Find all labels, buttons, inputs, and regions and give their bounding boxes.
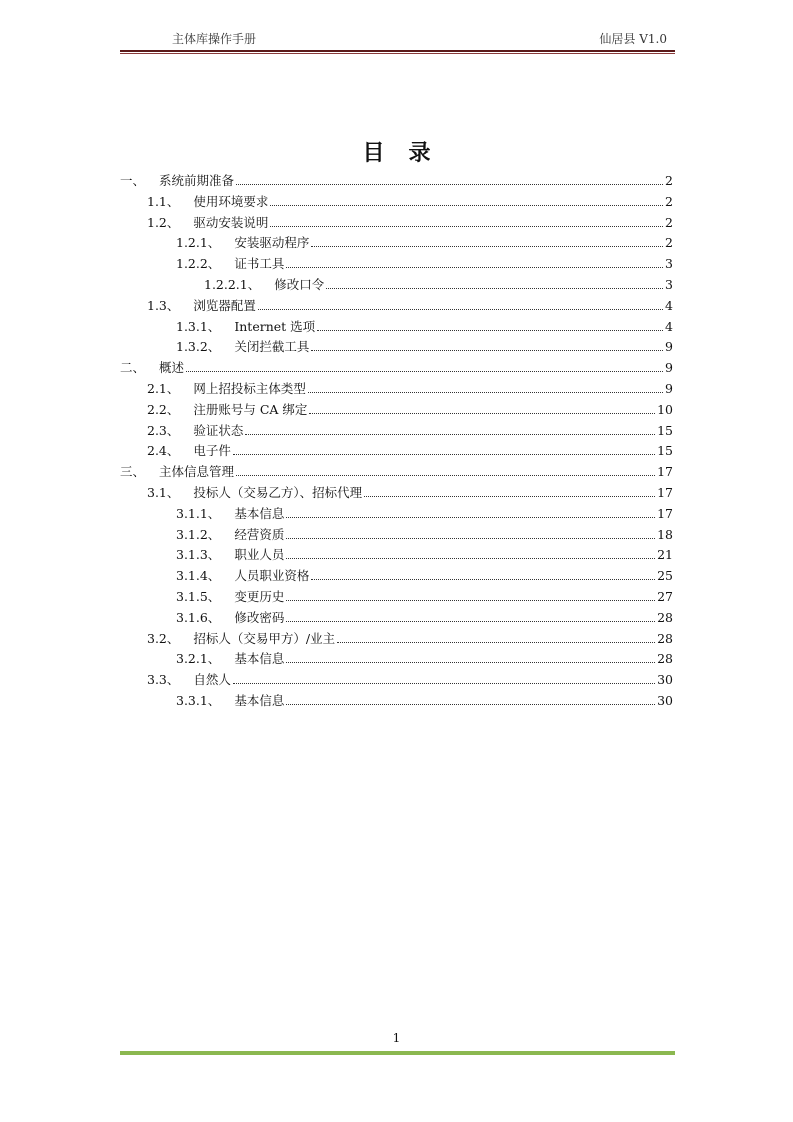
toc-title: 目录 xyxy=(362,140,455,166)
toc-dot-leader xyxy=(236,183,663,185)
toc-dot-leader xyxy=(311,349,663,351)
toc-entry-title: 系统前期准备 xyxy=(159,173,235,188)
toc-entry-page: 17 xyxy=(657,464,673,480)
toc-entry[interactable] xyxy=(120,691,673,712)
toc-dot-leader xyxy=(186,370,663,372)
toc-entry-number: 3.1.4、 xyxy=(176,568,221,584)
header-divider-thin xyxy=(120,53,675,54)
toc-entry-number: 2.3、 xyxy=(147,422,180,438)
toc-dot-leader xyxy=(286,537,655,539)
toc-entry-title: 修改密码 xyxy=(234,609,285,625)
toc-entry-number: 2.2、 xyxy=(147,401,180,417)
toc-entry[interactable] xyxy=(120,213,673,234)
toc-entry[interactable] xyxy=(120,566,673,587)
toc-dot-leader xyxy=(245,433,655,435)
toc-entry-title: 使用环境要求 xyxy=(193,193,269,209)
toc-entry[interactable] xyxy=(120,441,673,462)
toc-entry-page: 4 xyxy=(665,297,673,313)
toc-entry[interactable] xyxy=(120,670,673,691)
toc-entry-title: 概述 xyxy=(159,360,185,376)
toc-entry[interactable] xyxy=(120,462,673,483)
toc-entry-number: 2.4、 xyxy=(147,443,180,459)
toc-entry-number: 3.2、 xyxy=(147,630,180,646)
toc-entry-number: 3.1.5、 xyxy=(176,588,221,604)
toc-entry-page: 17 xyxy=(657,505,673,521)
toc-entry[interactable] xyxy=(120,317,673,338)
toc-entry-title: 基本信息 xyxy=(234,505,285,521)
toc-entry[interactable] xyxy=(120,296,673,317)
toc-dot-leader xyxy=(364,495,655,497)
toc-entry-page: 3 xyxy=(665,256,673,272)
toc-dot-leader xyxy=(286,557,655,559)
toc-entry[interactable] xyxy=(120,192,673,213)
toc-entry-title: 注册账号与 CA 绑定 xyxy=(193,401,308,417)
toc-entry-page: 17 xyxy=(657,484,673,500)
toc-entry[interactable] xyxy=(120,608,673,629)
toc-dot-leader xyxy=(311,578,655,580)
footer-divider xyxy=(120,1051,675,1055)
toc-entry-title: 自然人 xyxy=(193,672,231,688)
toc-dot-leader xyxy=(317,329,663,331)
toc-dot-leader xyxy=(286,703,655,705)
toc-dot-leader xyxy=(286,266,663,268)
toc-entry-number: 1.3.2、 xyxy=(176,339,221,355)
toc-entry-number: 1.3.1、 xyxy=(176,318,221,334)
toc-entry-page: 9 xyxy=(665,339,673,355)
toc-dot-leader xyxy=(309,412,655,414)
toc-entry-page: 27 xyxy=(657,588,673,604)
toc-entry-page: 28 xyxy=(657,630,673,646)
toc-dot-leader xyxy=(286,516,655,518)
toc-entry[interactable] xyxy=(120,171,673,192)
toc-entry[interactable] xyxy=(120,421,673,442)
toc-entry-page: 15 xyxy=(657,443,673,459)
toc-dot-leader xyxy=(308,391,663,393)
toc-entry-page: 2 xyxy=(665,173,673,188)
toc-entry-number: 1.1、 xyxy=(147,193,180,209)
toc-entry-number: 3.1.3、 xyxy=(176,547,221,563)
toc-entry[interactable] xyxy=(120,629,673,650)
toc-dot-leader xyxy=(270,204,663,206)
toc-entry-title: 驱动安装说明 xyxy=(193,214,269,230)
toc-dot-leader xyxy=(270,225,663,227)
toc-entry[interactable] xyxy=(120,649,673,670)
toc-dot-leader xyxy=(311,245,663,247)
toc-entry-page: 2 xyxy=(665,193,673,209)
page-number: 1 xyxy=(392,1031,401,1045)
toc-entry-page: 3 xyxy=(665,276,673,292)
toc-entry-page: 30 xyxy=(657,672,673,688)
header-divider xyxy=(120,50,675,52)
toc-entry[interactable] xyxy=(120,379,673,400)
toc-entry-number: 3.1.6、 xyxy=(176,609,221,625)
toc-entry-number: 3.1.1、 xyxy=(176,505,221,521)
toc-entry[interactable] xyxy=(120,400,673,421)
toc-entry-page: 25 xyxy=(657,568,673,584)
toc-dot-leader xyxy=(233,682,655,684)
toc-entry-number: 3.1.2、 xyxy=(176,526,221,542)
toc-dot-leader xyxy=(326,287,663,289)
toc-entry-title: 浏览器配置 xyxy=(193,297,256,313)
toc-entry-page: 28 xyxy=(657,651,673,667)
toc-entry-number: 1.2.2.1、 xyxy=(204,276,261,292)
toc-entry-number: 2.1、 xyxy=(147,380,180,396)
toc-dot-leader xyxy=(286,661,655,663)
toc-dot-leader xyxy=(286,599,655,601)
toc-entry-number: 1.2.1、 xyxy=(176,235,221,251)
toc-entry-page: 30 xyxy=(657,692,673,708)
toc-entry[interactable] xyxy=(120,483,673,504)
toc-entry-title: 主体信息管理 xyxy=(159,464,235,480)
toc-entry-number: 二、 xyxy=(120,360,146,376)
toc-entry-page: 2 xyxy=(665,214,673,230)
toc-entry[interactable] xyxy=(120,587,673,608)
toc-entry-title: 网上招投标主体类型 xyxy=(193,380,306,396)
toc-entry-title: 人员职业资格 xyxy=(234,568,310,584)
toc-entry-page: 9 xyxy=(665,360,673,376)
toc-entry[interactable] xyxy=(120,525,673,546)
toc-entry-page: 2 xyxy=(665,235,673,251)
toc-entry-title: 经营资质 xyxy=(234,526,285,542)
toc-dot-leader xyxy=(258,308,663,310)
toc-dot-leader xyxy=(233,453,655,455)
toc-dot-leader xyxy=(286,620,655,622)
toc-entry-page: 21 xyxy=(657,547,673,563)
toc-entry-title: 安装驱动程序 xyxy=(234,235,310,251)
toc-entry-number: 3.2.1、 xyxy=(176,651,221,667)
toc-entry-title: 验证状态 xyxy=(193,422,244,438)
toc-entry[interactable] xyxy=(120,545,673,566)
page-header xyxy=(120,30,675,50)
toc-entry-title: 基本信息 xyxy=(234,692,285,708)
toc-entry-title: 修改口令 xyxy=(274,276,325,292)
toc-entry-page: 15 xyxy=(657,422,673,438)
toc-entry[interactable] xyxy=(120,504,673,525)
toc-entry[interactable] xyxy=(120,337,673,358)
document-title: 主体库操作手册 xyxy=(172,32,257,46)
toc-entry[interactable] xyxy=(120,275,673,296)
toc-entry-title: 基本信息 xyxy=(234,651,285,667)
toc-entry-title: 证书工具 xyxy=(234,256,285,272)
toc-entry-page: 28 xyxy=(657,609,673,625)
toc-entry-number: 3.3.1、 xyxy=(176,692,221,708)
toc-entry-number: 一、 xyxy=(120,173,146,188)
toc-entry-page: 4 xyxy=(665,318,673,334)
toc-entry-title: 关闭拦截工具 xyxy=(234,339,310,355)
toc-entry-page: 10 xyxy=(657,401,673,417)
toc-entry-title: 招标人（交易甲方）/业主 xyxy=(193,630,336,646)
toc-entry-title: 电子件 xyxy=(193,443,231,459)
document-version: 仙居县 V1.0 xyxy=(599,32,667,46)
toc-entry-number: 3.3、 xyxy=(147,672,180,688)
table-of-contents xyxy=(120,171,673,712)
toc-entry[interactable] xyxy=(120,254,673,275)
toc-entry-title: 投标人（交易乙方）、招标代理 xyxy=(193,484,363,500)
toc-entry-number: 3.1、 xyxy=(147,484,180,500)
toc-entry-number: 三、 xyxy=(120,464,146,480)
toc-entry-title: Internet 选项 xyxy=(234,318,316,334)
toc-entry[interactable] xyxy=(120,233,673,254)
toc-dot-leader xyxy=(236,474,655,476)
toc-entry[interactable] xyxy=(120,358,673,379)
toc-entry-page: 9 xyxy=(665,380,673,396)
toc-entry-number: 1.2、 xyxy=(147,214,180,230)
toc-entry-page: 18 xyxy=(657,526,673,542)
toc-entry-title: 变更历史 xyxy=(234,588,285,604)
toc-entry-number: 1.2.2、 xyxy=(176,256,221,272)
toc-entry-number: 1.3、 xyxy=(147,297,180,313)
toc-dot-leader xyxy=(337,641,655,643)
toc-entry-title: 职业人员 xyxy=(234,547,285,563)
